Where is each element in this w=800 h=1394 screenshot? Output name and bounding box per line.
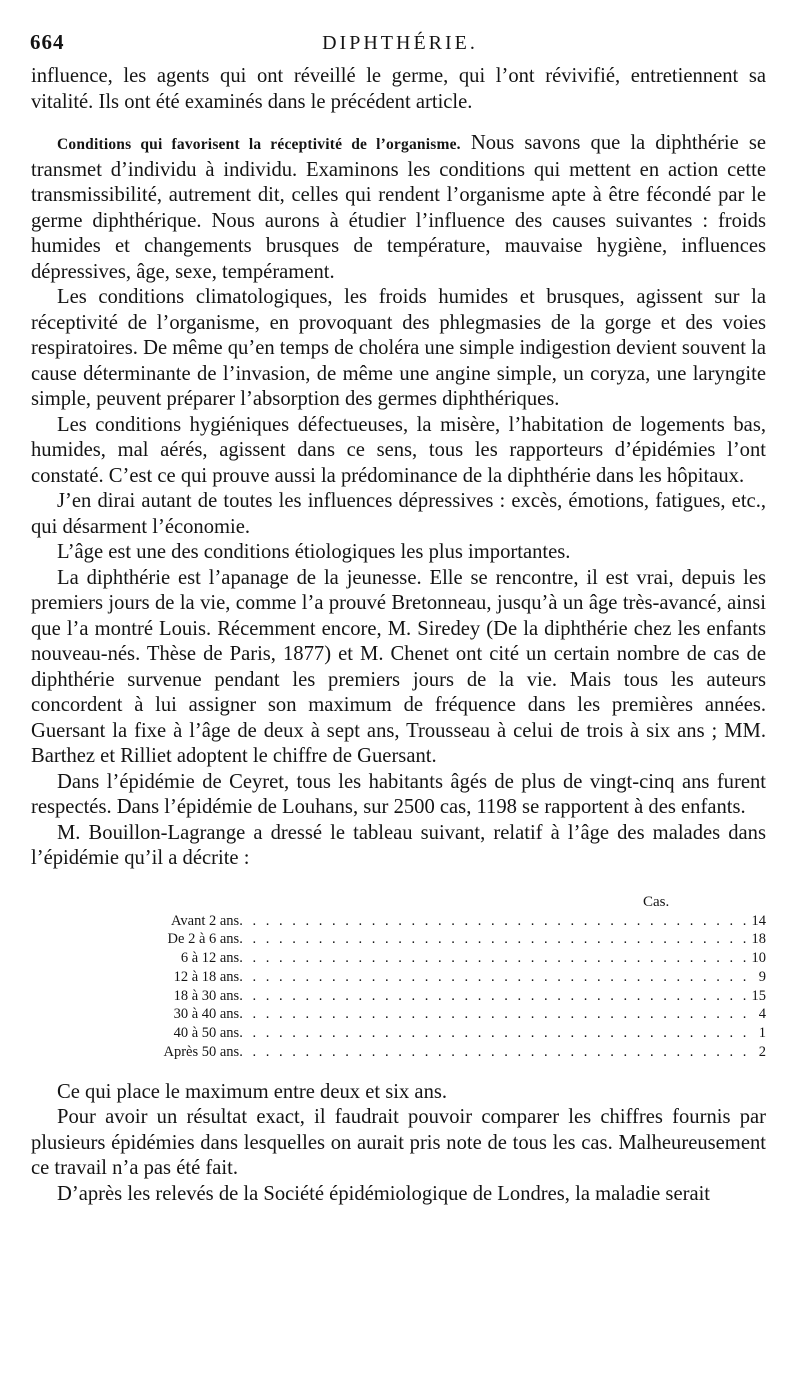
age-range-label: 12 à 18 ans bbox=[173, 968, 240, 985]
run-in-heading: Conditions qui favorisent la réceptivité de l’organisme. bbox=[57, 136, 461, 153]
case-count: 2 bbox=[758, 1044, 766, 1061]
table-row bbox=[151, 930, 766, 949]
table-row bbox=[151, 968, 766, 987]
age-range-label: 40 à 50 ans bbox=[173, 1025, 240, 1042]
dot-leader: . . . . . . . . . . . . . . . . . . . . . . . . . . . . . . . . . . . . . . . bbox=[239, 987, 750, 1004]
paragraph: J’en dirai autant de toutes les influences dépressives : excès, émotions, fatigues, etc., qui désarment l’économie. bbox=[31, 490, 766, 538]
dot-leader: . . . . . . . . . . . . . . . . . . . . . . . . . . . . . . . . . . . . . . . bbox=[239, 1044, 750, 1061]
paragraph: Dans l’épidémie de Ceyret, tous les habitants âgés de plus de vingt-cinq ans furent respectés. Dans l’épidémie de Louhans, sur 2500 cas, 1198 se rapportent à des enfants. bbox=[31, 770, 766, 818]
case-count: 1 bbox=[758, 1025, 766, 1042]
paragraph: La diphthérie est l’apanage de la jeunesse. Elle se rencontre, il est vrai, depuis les premiers jours de la vie, comme l’a prouvé Bretonneau, jusqu’à un âge très-avancé, ainsi que l’a montré Louis. Récemment encore, M. Siredey (De la diphthérie chez les enfants nouveau-nés. Thèse de Paris, 1877) et M. Chenet ont cité un certain nombre de cas de diphthérie survenue pendant les premiers jours de la vie. Mais tous les auteurs concordent à lui assigner son maximum de fréquence dans les premières années. Guersant la fixe à l’âge de deux à sept ans, Trousseau à celui de trois à six ans ; MM. Barthez et Rilliet adoptent le chiffre de Guersant. bbox=[31, 566, 766, 767]
paragraph: Pour avoir un résultat exact, il faudrait pouvoir comparer les chiffres fournis par plusieurs épidémies dans lesquelles on aurait pris note de tous les cas. Malheureusement ce travail n’a pas été fait. bbox=[31, 1106, 766, 1179]
table-row bbox=[151, 949, 766, 968]
age-table bbox=[31, 890, 766, 1060]
dot-leader: . . . . . . . . . . . . . . . . . . . . . . . . . . . . . . . . . . . . . . . bbox=[239, 968, 750, 985]
case-count: 18 bbox=[751, 931, 766, 948]
dot-leader: . . . . . . . . . . . . . . . . . . . . . . . . . . . . . . . . . . . . . . . bbox=[239, 931, 750, 948]
case-count: 14 bbox=[751, 912, 766, 929]
paragraph-with-heading bbox=[31, 131, 766, 285]
age-range-label: De 2 à 6 ans bbox=[167, 931, 240, 948]
table-column-header: Cas. bbox=[643, 893, 670, 910]
paragraph: influence, les agents qui ont réveillé le germe, qui l’ont révivifié, entretiennent sa vitalité. Ils ont été examinés dans le précédent article. bbox=[31, 65, 766, 113]
paragraph: Les conditions hygiéniques défectueuses, la misère, l’habitation de logements bas, humides, mal aérés, agissent dans ce sens, tous les rapporteurs d’épidémies l’ont constaté. C’est ce qui prouve aussi la prédominance de la diphthérie dans les hôpitaux. bbox=[31, 413, 766, 487]
case-count: 4 bbox=[758, 1006, 766, 1023]
dot-leader: . . . . . . . . . . . . . . . . . . . . . . . . . . . . . . . . . . . . . . . bbox=[239, 1025, 750, 1042]
page-number: 664 bbox=[30, 30, 65, 54]
table-row bbox=[151, 987, 766, 1006]
case-count: 15 bbox=[751, 987, 766, 1004]
paragraph-text: Nous savons que la diphthérie se transmet d’individu à individu. Examinons les conditions qui mettent en action cette transmissibilité, autrement dit, celles qui rendent l’organisme apte à être fécondé par le germe diphthérique. Nous aurons à étudier l’influence des causes suivantes : froids humides et changements brusques de température, mauvaise hygiène, influences dépressives, âge, sexe, tempérament. bbox=[31, 132, 767, 283]
age-range-label: Après 50 ans bbox=[163, 1044, 240, 1061]
paragraph: M. Bouillon-Lagrange a dressé le tableau suivant, relatif à l’âge des malades dans l’épidémie qu’il a décrite : bbox=[31, 821, 766, 869]
dot-leader: . . . . . . . . . . . . . . . . . . . . . . . . . . . . . . . . . . . . . . . bbox=[239, 950, 750, 967]
paragraph: Ce qui place le maximum entre deux et six ans. bbox=[57, 1080, 448, 1103]
page-body bbox=[31, 64, 766, 1207]
age-range-label: Avant 2 ans bbox=[171, 912, 240, 929]
running-title: DIPHTHÉRIE. bbox=[322, 32, 478, 54]
case-count: 10 bbox=[751, 950, 766, 967]
table-row bbox=[151, 1024, 766, 1043]
paragraph: D’après les relevés de la Société épidémiologique de Londres, la maladie serait bbox=[57, 1182, 711, 1205]
dot-leader: . . . . . . . . . . . . . . . . . . . . . . . . . . . . . . . . . . . . . . . bbox=[239, 1006, 750, 1023]
age-table-grid bbox=[151, 912, 766, 1062]
dot-leader: . . . . . . . . . . . . . . . . . . . . . . . . . . . . . . . . . . . . . . . bbox=[239, 912, 750, 929]
page-header bbox=[30, 30, 770, 62]
paragraph: L’âge est une des conditions étiologiques les plus importantes. bbox=[57, 541, 571, 563]
table-row bbox=[151, 912, 766, 931]
table-row bbox=[151, 1043, 766, 1062]
table-row bbox=[151, 1005, 766, 1024]
age-range-label: 6 à 12 ans bbox=[180, 950, 240, 967]
age-range-label: 30 à 40 ans bbox=[173, 1006, 240, 1023]
age-range-label: 18 à 30 ans bbox=[173, 987, 240, 1004]
paragraph: Les conditions climatologiques, les froids humides et brusques, agissent sur la réceptivité de l’organisme, en provoquant des phlegmasies de la gorge et des voies respiratoires. De même qu’en temps de choléra une simple indigestion devient souvent la cause déterminante de l’invasion, de même une angine simple, un coryza, une laryngite simple, peuvent préparer l’absorption des germes diphthériques. bbox=[31, 286, 766, 410]
case-count: 9 bbox=[758, 968, 766, 985]
